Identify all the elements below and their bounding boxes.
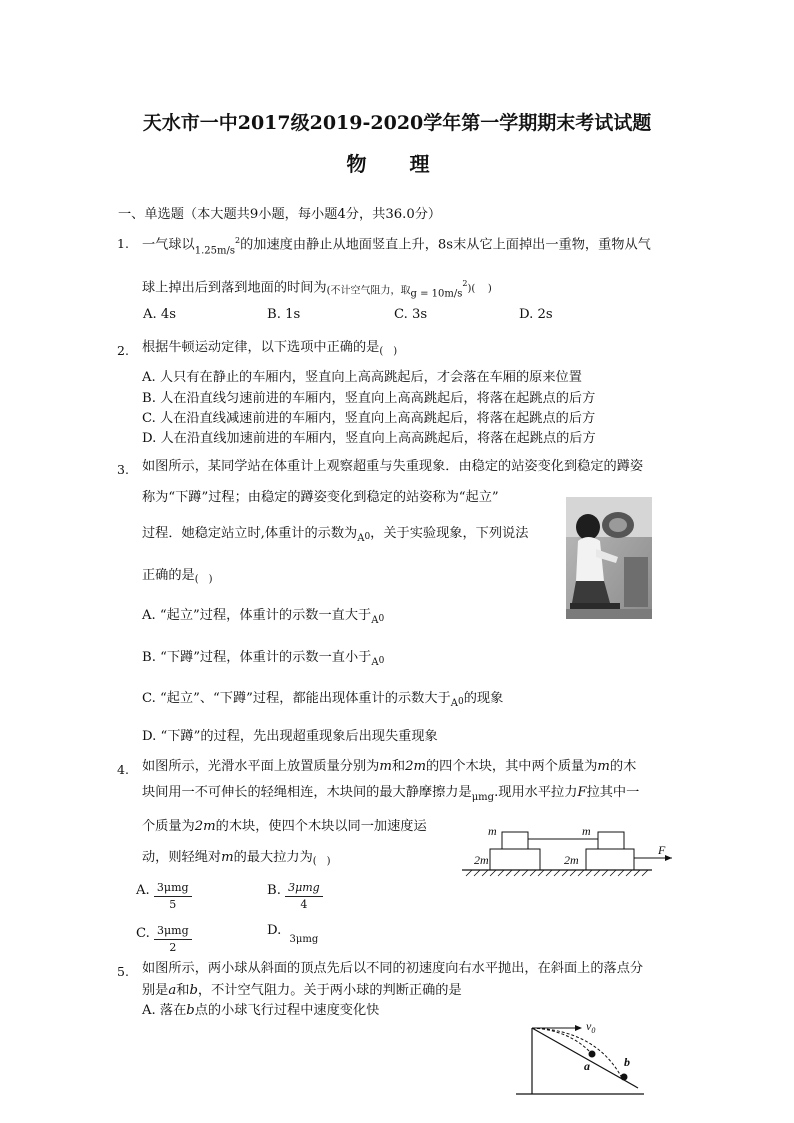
label-m-left: m (488, 824, 497, 838)
q2-number: 2. (117, 343, 129, 358)
block-m-right (598, 832, 624, 849)
q4-option-d: D. $_{3\mu mg}$ (267, 923, 319, 945)
q4-stem-line4: 动，则轻绳对m的最大拉力为$_{( )}$ (142, 850, 331, 867)
q4-stem-line2: 块间用一不可伸长的轻绳相连，木块间的最大静摩擦力是$_{\mu mg}$.现用水平拉力F拉其中一 (142, 785, 640, 803)
q3-number: 3. (117, 462, 129, 477)
q3-stem-line3: 过程．她稳定站立时,体重计的示数为$_{A0}$，关于实验现象，下列说法 (142, 526, 529, 544)
label-force: F (658, 843, 666, 857)
q1-option-a: A. 4s (143, 307, 177, 322)
q4-stem-line1: 如图所示，光滑水平面上放置质量分别为m和2m的四个木块，其中两个质量为m的木 (142, 759, 637, 774)
q3-option-c: C. “起立”、“下蹲”过程，都能出现体重计的示数大于$_{A0}$的现象 (142, 691, 504, 709)
q1-option-c: C. 3s (394, 307, 428, 322)
q3-stem-line4: 正确的是$_{( )}$ (142, 568, 213, 585)
q4-option-c: C. $\frac{\text{3μmg}}{2}$ (136, 923, 192, 956)
q3-option-b: B. “下蹲”过程，体重计的示数一直小于$_{A0}$ (142, 650, 385, 668)
subject-title: 物 理 (346, 152, 448, 176)
blocks-figure (460, 818, 680, 880)
q5-number: 5. (117, 964, 129, 979)
exam-title: 天水市一中2017级2019-2020学年第一学期期末考试试题 (142, 112, 652, 134)
q2-option-a: A. 人只有在静止的车厢内，竖直向上高高跳起后，才会落在车厢的原来位置 (142, 370, 582, 385)
q2-option-c: C. 人在沿直线减速前进的车厢内，竖直向上高高跳起后，将落在起跳点的后方 (142, 411, 596, 426)
student-on-scale-photo (566, 497, 652, 619)
q3-option-d: D. “下蹲”的过程，先出现超重现象后出现失重现象 (142, 729, 438, 744)
label-v0: $v_0$ (586, 1020, 596, 1035)
q1-stem-line1: 一气球以$_{1.25m/s}^2$的加速度由静止从地面竖直上升，8s末从它上面掉出一重物，重物从气 (142, 236, 651, 257)
force-arrowhead (665, 855, 672, 861)
q5-stem-line2: 别是a和b，不计空气阻力。关于两小球的判断正确的是 (142, 983, 462, 998)
q3-stem-line2: 称为“下蹲”过程；由稳定的蹲姿变化到稳定的站姿称为“起立” (142, 490, 499, 505)
block-2m-left (490, 849, 540, 870)
q4-option-a: A. $\frac{\text{3μmg}}{5}$ (136, 880, 192, 913)
q1-option-b: B. 1s (267, 307, 301, 322)
label-m-right: m (582, 824, 591, 838)
q4-stem-line3: 个质量为2m的木块，使四个木块以同一加速度运 (142, 819, 427, 834)
q5-option-a: A. 落在b点的小球飞行过程中速度变化快 (142, 1003, 380, 1018)
q4-option-b: B. $\frac{\text{3μmg}}{4}$ (267, 880, 323, 913)
point-b (621, 1074, 628, 1081)
block-2m-right (586, 849, 634, 870)
incline-figure (510, 1020, 650, 1100)
label-b: b (624, 1055, 630, 1069)
label-a: a (584, 1059, 590, 1073)
q2-option-d: D. 人在沿直线加速前进的车厢内，竖直向上高高跳起后，将落在起跳点的后方 (142, 431, 596, 446)
point-a (589, 1051, 596, 1058)
q4-number: 4. (117, 762, 129, 777)
q1-option-d: D. 2s (519, 307, 553, 322)
block-m-left (502, 832, 528, 849)
ground-hatch (466, 870, 648, 876)
label-2m-left: 2m (474, 853, 489, 867)
q2-stem: 根据牛顿运动定律，以下选项中正确的是$_{( )}$ (142, 340, 398, 357)
q3-stem-line1: 如图所示，某同学站在体重计上观察超重与失重现象．由稳定的站姿变化到稳定的蹲姿 (142, 459, 644, 474)
q1-number: 1. (117, 236, 129, 251)
v0-arrowhead (575, 1025, 582, 1031)
q3-option-a: A. “起立”过程，体重计的示数一直大于$_{A0}$ (142, 608, 385, 626)
q1-stem-line2: 球上掉出后到落到地面的时间为(不计空气阻力，取$_{g = 10m/s}^2$)( ) (142, 279, 492, 300)
label-2m-right: 2m (564, 853, 579, 867)
q5-stem-line1: 如图所示，两小球从斜面的顶点先后以不同的初速度向右水平抛出，在斜面上的落点分 (142, 961, 644, 976)
section-heading: 一、单选题（本大题共9小题，每小题4分，共36.0分） (118, 207, 442, 222)
q2-option-b: B. 人在沿直线匀速前进的车厢内，竖直向上高高跳起后，将落在起跳点的后方 (142, 391, 596, 406)
